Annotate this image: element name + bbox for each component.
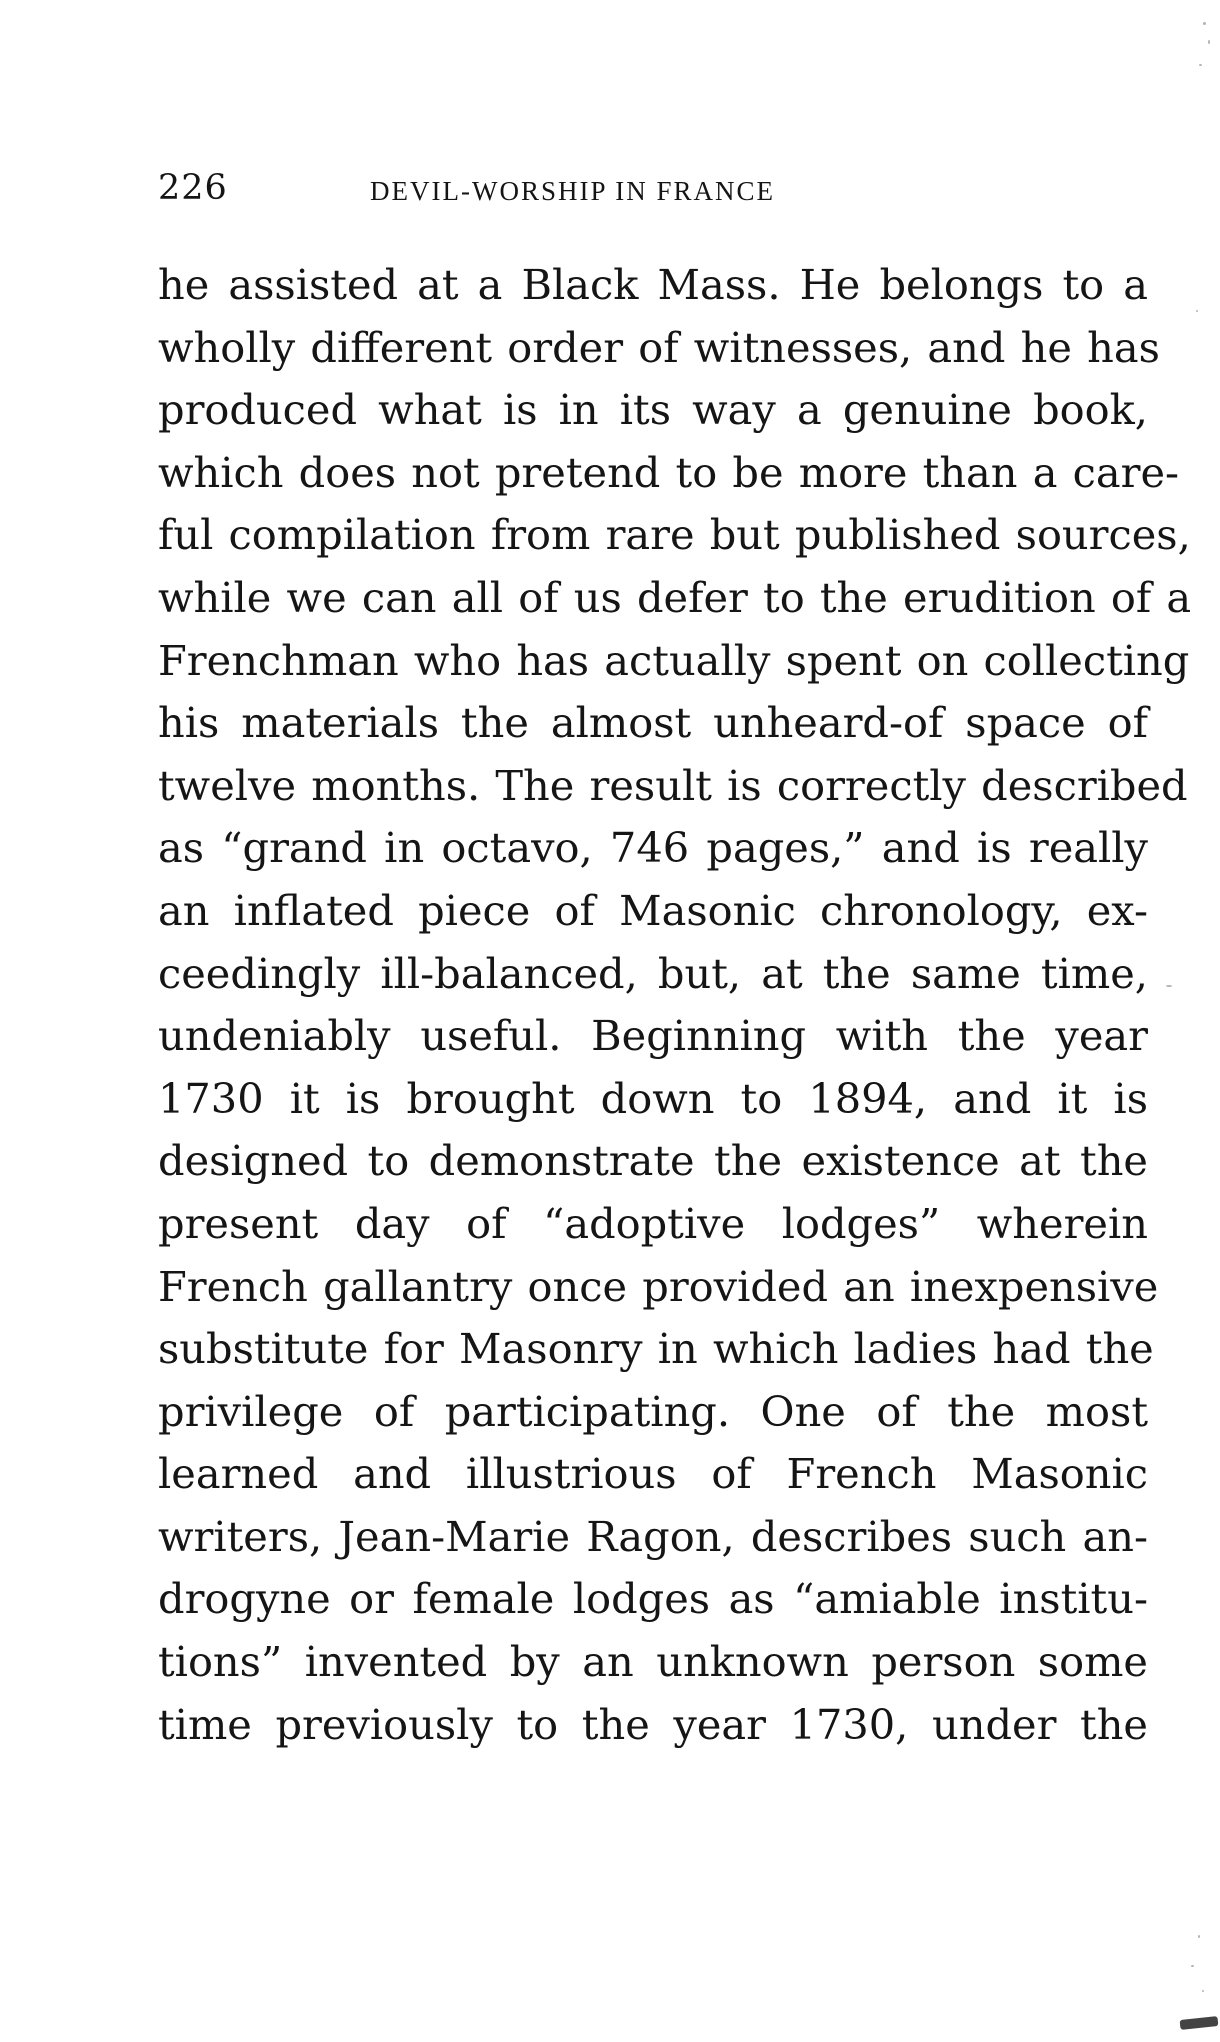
text-line: ceedingly ill-balanced, but, at the same time, — [158, 948, 1148, 998]
speck — [1191, 1965, 1194, 1967]
running-head: DEVIL-WORSHIP IN FRANCE — [370, 176, 775, 206]
text-line: wholly different order of witnesses, and he has — [158, 322, 1160, 372]
text-line: 1730 it is brought down to 1894, and it is — [158, 1073, 1148, 1123]
text-line: an inflated piece of Masonic chronology, ex- — [158, 885, 1148, 935]
text-line: as “grand in octavo, 746 pages,” and is really — [158, 823, 1148, 873]
body-text — [158, 254, 1192, 1756]
text-line: twelve months. The result is correctly described — [158, 760, 1188, 810]
text-line: time previously to the year 1730, under the — [158, 1699, 1148, 1749]
text-line: Frenchman who has actually spent on collecting — [158, 635, 1190, 685]
text-line: privilege of participating. One of the most — [158, 1386, 1148, 1436]
text-line: tions” invented by an unknown person some — [158, 1637, 1148, 1687]
text-line: present day of “adoptive lodges” wherein — [158, 1198, 1148, 1248]
page-header — [158, 168, 918, 216]
speck — [1199, 64, 1202, 66]
page-edge-specks — [1160, 0, 1220, 2042]
text-line: designed to demonstrate the existence at the — [158, 1136, 1148, 1186]
text-line: learned and illustrious of French Masonic — [158, 1449, 1148, 1499]
ink-smudge — [1180, 2016, 1219, 2030]
text-line: he assisted at a Black Mass. He belongs to a — [158, 260, 1148, 309]
text-line: produced what is in its way a genuine book, — [158, 385, 1148, 435]
text-line: substitute for Masonry in which ladies had the — [158, 1324, 1154, 1374]
speck — [1203, 22, 1206, 25]
text-line: drogyne or female lodges as “amiable institu- — [158, 1574, 1148, 1624]
text-line: his materials the almost unheard-of space of — [158, 698, 1148, 748]
speck — [1196, 310, 1198, 312]
text-line: writers, Jean-Marie Ragon, describes such an- — [158, 1511, 1148, 1561]
text-line: French gallantry once provided an inexpensive — [158, 1261, 1159, 1311]
text-line: undeniably useful. Beginning with the year — [158, 1011, 1148, 1061]
speck — [1208, 40, 1210, 44]
speck — [1198, 1935, 1200, 1938]
text-line: which does not pretend to be more than a care- — [158, 447, 1180, 497]
speck — [1202, 1990, 1204, 1992]
text-line: ful compilation from rare but published sources, — [158, 510, 1191, 560]
page-number: 226 — [158, 168, 228, 208]
speck — [1166, 985, 1172, 987]
text-line: while we can all of us defer to the erudition of a — [158, 572, 1192, 622]
